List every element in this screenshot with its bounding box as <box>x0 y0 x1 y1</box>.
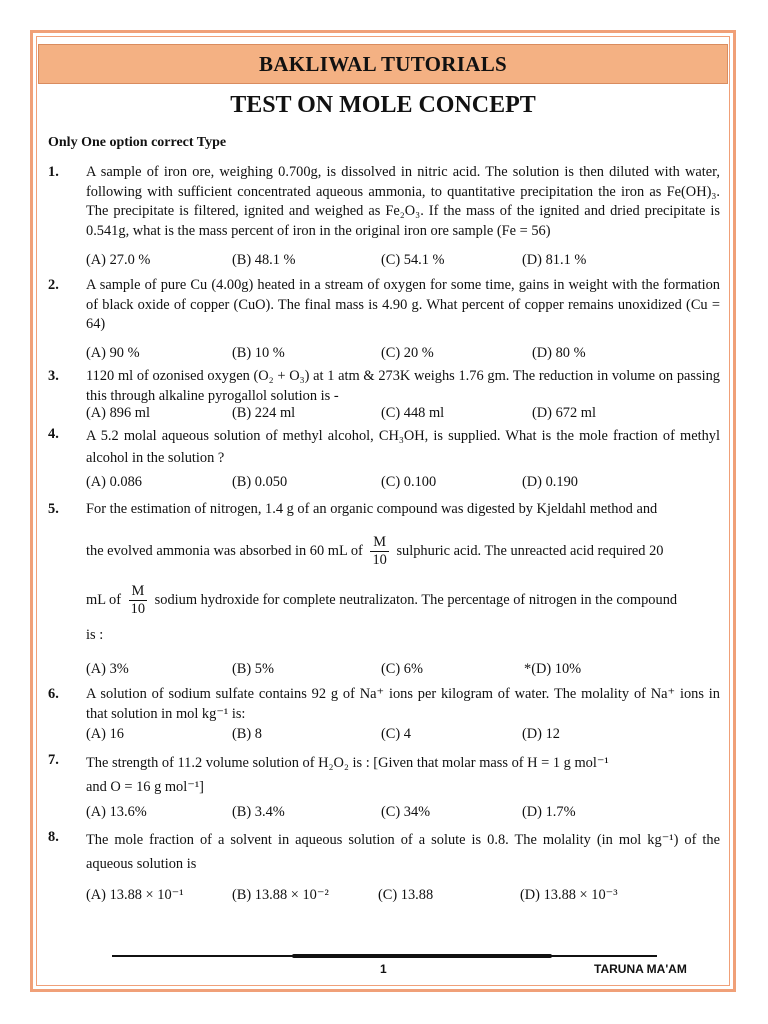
question-text: A sample of pure Cu (4.00g) heated in a stream of oxygen for some time, gains in weight with the formation of black oxide of copper (CuO). The final mass is 4.90 g. What percent of copper remains unoxidized (Cu = 64) <box>86 277 720 332</box>
footer-divider <box>112 955 657 957</box>
question-text-line: The strength of 11.2 volume solution of H₂O₂ is : [Given that molar mass of H = 1 g mol⁻¹ <box>86 755 609 771</box>
option-b: (B) 13.88 × 10⁻² <box>232 887 329 903</box>
option-c: (C) 20 % <box>381 345 434 361</box>
question-4 <box>48 425 720 490</box>
question-number: 7. <box>48 752 59 768</box>
option-a: (A) 0.086 <box>86 474 142 490</box>
fraction-numerator: M <box>370 534 388 552</box>
option-c: (C) 54.1 % <box>381 252 445 268</box>
option-d: (D) 1.7% <box>522 804 576 820</box>
option-d: *(D) 10% <box>524 661 582 677</box>
fraction-m-over-10 <box>129 583 147 618</box>
fraction-numerator: M <box>129 583 147 601</box>
option-a: (A) 90 % <box>86 345 140 361</box>
question-text-segment: sodium hydroxide for complete neutralizaton. The percentage of nitrogen in the compound <box>154 591 678 608</box>
institute-banner <box>38 44 728 84</box>
fraction-denominator: 10 <box>372 551 387 568</box>
question-text-segment: the evolved ammonia was absorbed in 60 mL of <box>86 542 363 559</box>
question-text-line: is : <box>86 626 104 643</box>
question-text <box>86 500 720 645</box>
question-6 <box>48 685 720 742</box>
option-a: (A) 13.6% <box>86 804 147 820</box>
question-text <box>86 751 720 799</box>
question-text: A sample of iron ore, weighing 0.700g, is dissolved in nitric acid. The solution is then diluted with water, following with sufficient concentrated aqueous ammonia, to quantitative precipitation the iron as Fe(OH)₃. The precipitate is filtered, ignited and weighed as Fe₂O₃. If the mass of the ignited and dried precipitate is 0.541g, what is the mass percent of iron in the original iron ore sample (Fe = 56) <box>86 164 720 239</box>
option-b: (B) 8 <box>232 726 262 742</box>
question-1 <box>48 163 720 268</box>
fraction-m-over-10 <box>370 534 388 569</box>
option-c: (C) 6% <box>381 661 423 677</box>
question-number: 8. <box>48 829 59 845</box>
page-number: 1 <box>380 962 387 976</box>
institute-name: BAKLIWAL TUTORIALS <box>259 51 507 76</box>
option-b: (B) 10 % <box>232 345 285 361</box>
question-3 <box>48 367 720 421</box>
option-a: (A) 16 <box>86 726 124 742</box>
option-c: (C) 0.100 <box>381 474 437 490</box>
question-text: The mole fraction of a solvent in aqueous solution of a solute is 0.8. The molality (in mol kg⁻¹) of the aqueous solution is <box>86 832 720 872</box>
question-text-segment: mL of <box>86 591 122 608</box>
option-c: (C) 13.88 <box>378 887 434 903</box>
fraction-denominator: 10 <box>130 600 146 617</box>
question-text: A solution of sodium sulfate contains 92 g of Na⁺ ions per kilogram of water. The molality of Na⁺ ions in that solution in mol kg⁻¹ is: <box>86 686 720 722</box>
question-text-line <box>86 534 720 569</box>
question-number: 2. <box>48 277 59 293</box>
question-number: 3. <box>48 368 59 384</box>
option-b: (B) 3.4% <box>232 804 285 820</box>
option-c: (C) 4 <box>381 726 411 742</box>
option-b: (B) 5% <box>232 661 274 677</box>
question-8 <box>48 828 720 903</box>
question-text-segment: sulphuric acid. The unreacted acid required 20 <box>396 542 664 559</box>
question-7 <box>48 751 720 820</box>
section-type-label: Only One option correct Type <box>48 135 227 150</box>
option-c: (C) 34% <box>381 804 431 820</box>
question-text: 1120 ml of ozonised oxygen (O₂ + O₃) at 1 atm & 273K weighs 1.76 gm. The reduction in volume on passing this through alkaline pyrogallol solution is - <box>86 368 720 404</box>
option-d: (D) 81.1 % <box>522 252 587 268</box>
option-b: (B) 0.050 <box>232 474 288 490</box>
question-number: 5. <box>48 501 59 517</box>
option-d: (D) 672 ml <box>532 405 596 421</box>
question-text-line <box>86 583 720 618</box>
question-text: A 5.2 molal aqueous solution of methyl alcohol, CH₃OH, is supplied. What is the mole fraction of methyl alcohol in the solution ? <box>86 428 720 466</box>
option-a: (A) 896 ml <box>86 405 150 421</box>
option-a: (A) 3% <box>86 661 129 677</box>
option-a: (A) 13.88 × 10⁻¹ <box>86 887 184 903</box>
test-title: TEST ON MOLE CONCEPT <box>230 92 536 118</box>
option-d: (D) 80 % <box>532 345 586 361</box>
option-b: (B) 48.1 % <box>232 252 296 268</box>
footer-author: TARUNA MA'AM <box>594 962 687 976</box>
question-2 <box>48 276 720 361</box>
option-c: (C) 448 ml <box>381 405 445 421</box>
option-d: (D) 12 <box>522 726 560 742</box>
question-number: 1. <box>48 164 59 180</box>
question-number: 4. <box>48 426 59 442</box>
option-d: (D) 0.190 <box>522 474 578 490</box>
question-text-line: For the estimation of nitrogen, 1.4 g of an organic compound was digested by Kjeldahl method and <box>86 501 658 517</box>
option-b: (B) 224 ml <box>232 405 296 421</box>
question-text-line: and O = 16 g mol⁻¹] <box>86 779 204 795</box>
question-5 <box>48 500 720 677</box>
option-a: (A) 27.0 % <box>86 252 151 268</box>
question-number: 6. <box>48 686 59 702</box>
option-d: (D) 13.88 × 10⁻³ <box>520 887 618 903</box>
